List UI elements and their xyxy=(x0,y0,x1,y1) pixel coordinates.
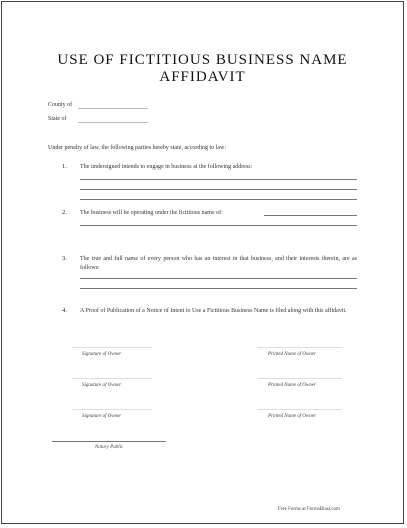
notary-signature-line[interactable] xyxy=(52,441,166,442)
county-label: County of xyxy=(48,102,73,108)
item-1-line-3[interactable] xyxy=(80,199,357,200)
document-title: USE OF FICTITIOUS BUSINESS NAME xyxy=(57,52,348,68)
item-4-text: A Proof of Publication of a Notice of Intent to Use a Fictitious Business Name is filed along with this affidavit. xyxy=(80,308,347,314)
printed-name-label-2: Printed Name of Owner xyxy=(268,383,316,388)
printed-name-label-3: Printed Name of Owner xyxy=(268,414,316,419)
item-3-text: The true and full name of every person who has an interest in that business, and their interests therein, are as follows: xyxy=(80,256,357,271)
item-3-line-2[interactable] xyxy=(80,288,357,289)
county-field[interactable] xyxy=(78,108,148,109)
signature-label-1: Signature of Owner xyxy=(82,352,122,357)
document-subtitle: AFFIDAVIT xyxy=(159,69,246,85)
intro-text: Under penalty of law, the following parties hereby state, according to law: xyxy=(48,145,227,151)
notary-label: Notary Public xyxy=(95,445,124,450)
state-label: State of xyxy=(48,116,67,122)
item-1-number: 1. xyxy=(62,163,67,170)
item-3-number: 3. xyxy=(62,255,67,262)
item-2-number: 2. xyxy=(62,209,67,216)
printed-name-label-1: Printed Name of Owner xyxy=(268,352,316,357)
printed-name-line-2[interactable] xyxy=(257,378,342,379)
signature-line-2[interactable] xyxy=(72,378,152,379)
item-3-line-1[interactable] xyxy=(80,278,357,279)
item-1-line-1[interactable] xyxy=(80,179,357,180)
printed-name-line-3[interactable] xyxy=(257,409,342,410)
item-2-text: The business will be operating under the fictitious name of: xyxy=(80,210,223,216)
item-2-line-2[interactable] xyxy=(80,225,357,226)
printed-name-line-1[interactable] xyxy=(257,347,342,348)
state-field[interactable] xyxy=(78,122,148,123)
item-1-line-2[interactable] xyxy=(80,189,357,190)
item-1-text: The undersigned intends to engage in business at the following address: xyxy=(80,164,253,170)
signature-line-3[interactable] xyxy=(72,409,152,410)
signature-line-1[interactable] xyxy=(72,347,152,348)
document-page xyxy=(1,1,404,524)
item-4-number: 4. xyxy=(62,307,67,314)
item-2-line-1[interactable] xyxy=(264,215,357,216)
footer-credit: Free Forms at FormsBlast.com xyxy=(278,507,340,512)
signature-label-3: Signature of Owner xyxy=(82,414,122,419)
signature-label-2: Signature of Owner xyxy=(82,383,122,388)
